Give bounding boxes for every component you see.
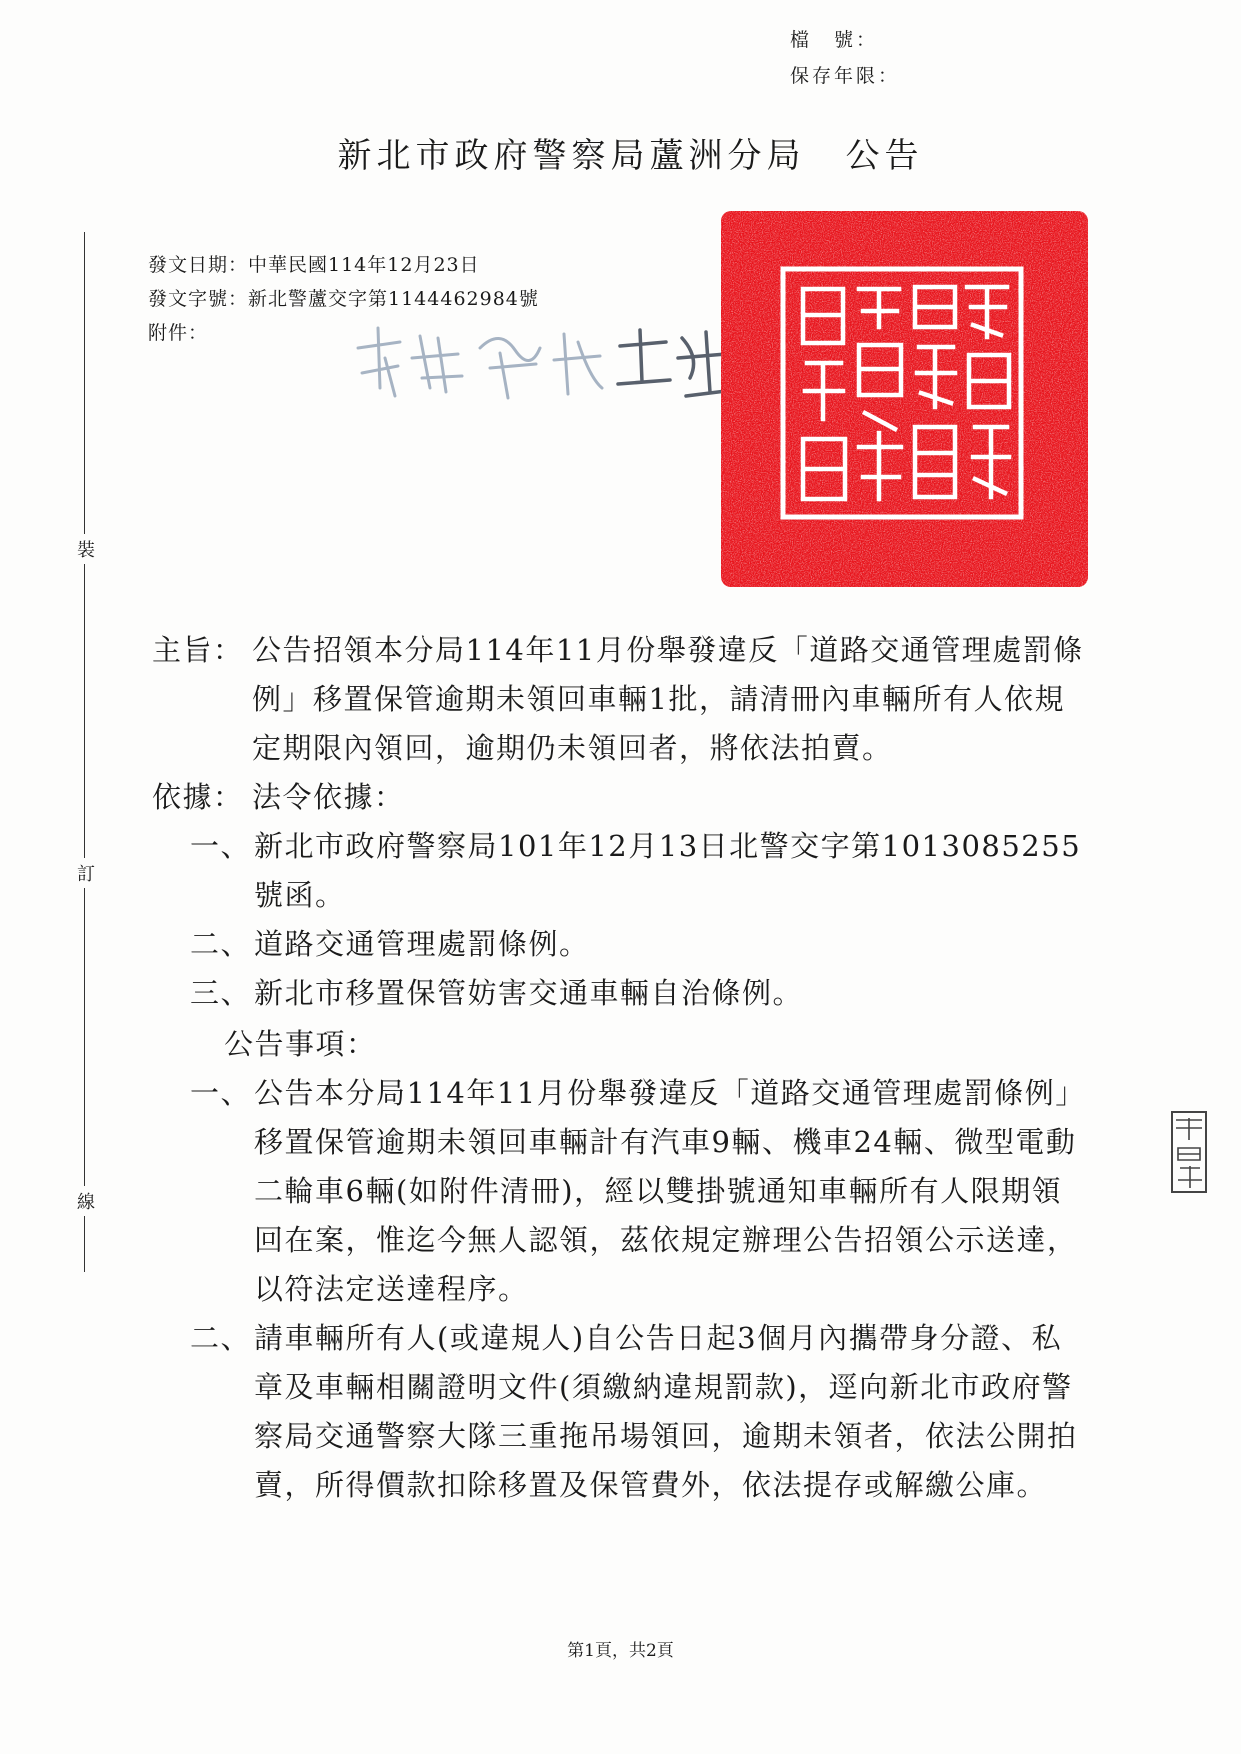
document-body xyxy=(152,626,1092,1510)
basis-item xyxy=(190,920,1092,969)
document-title xyxy=(0,128,1241,177)
basis-item-text: 新北市移置保管妨害交通車輛自治條例。 xyxy=(254,976,804,1010)
file-number-label: 檔 號： xyxy=(790,29,879,51)
basis-item-number: 三、 xyxy=(190,976,252,1010)
document-type: 公告 xyxy=(845,136,924,176)
notice-item-number: 一、 xyxy=(190,1076,252,1110)
agency-name: 新北市政府警察局蘆洲分局 xyxy=(337,136,806,176)
dispatch-reference-number: 發文字號：新北警蘆交字第1144462984號 xyxy=(148,288,539,310)
basis-item-text: 道路交通管理處罰條例。 xyxy=(254,927,590,961)
dispatch-date: 發文日期：中華民國114年12月23日 xyxy=(148,254,480,276)
notice-item xyxy=(190,1069,1092,1314)
archive-info xyxy=(790,22,900,94)
basis-item xyxy=(190,969,1092,1018)
binding-mark-1: 裝 xyxy=(75,534,97,564)
basis-section xyxy=(152,773,1092,822)
basis-heading: 依據： xyxy=(152,780,244,814)
binding-line xyxy=(84,232,85,1272)
page-number: 第1頁，共2頁 xyxy=(567,1641,674,1661)
subject-heading: 主旨： xyxy=(152,633,244,667)
correction-stamp xyxy=(1170,1110,1208,1194)
subject-text: 公告招領本分局114年11月份舉發違反「道路交通管理處罰條例」移置保管逾期未領回車輛1批，請清冊內車輛所有人依規定期限內領回，逾期仍未領回者，將依法拍賣。 xyxy=(252,633,1084,765)
notice-heading: 公告事項： xyxy=(224,1027,377,1061)
notice-item xyxy=(190,1314,1092,1510)
attachment-label: 附件： xyxy=(148,322,209,344)
notice-item-text: 公告本分局114年11月份舉發違反「道路交通管理處罰條例」移置保管逾期未領回車輛計有汽車9輛、機車24輛、微型電動二輪車6輛(如附件清冊)，經以雙掛號通知車輛所有人限期領回在案，惟迄今無人認領，茲依規定辦理公告招領公示送達，以符法定送達程序。 xyxy=(254,1076,1086,1306)
handwritten-signature xyxy=(350,318,740,408)
basis-item-text: 新北市政府警察局101年12月13日北警交字第1013085255號函。 xyxy=(254,829,1082,912)
official-seal xyxy=(717,207,1092,591)
basis-intro: 法令依據： xyxy=(252,780,405,814)
notice-item-text: 請車輛所有人(或違規人)自公告日起3個月內攜帶身分證、私章及車輛相關證明文件(須繳納違規罰款)，逕向新北市政府警察局交通警察大隊三重拖吊場領回，逾期未領者，依法公開拍賣，所得價款扣除移置及保管費外，依法提存或解繳公庫。 xyxy=(254,1321,1078,1502)
retention-period-label: 保存年限： xyxy=(790,65,901,87)
binding-mark-3: 線 xyxy=(75,1186,97,1216)
notice-item-number: 二、 xyxy=(190,1321,252,1355)
basis-item xyxy=(190,822,1092,920)
basis-item-number: 一、 xyxy=(190,829,252,863)
binding-mark-2: 訂 xyxy=(75,858,97,888)
basis-item-number: 二、 xyxy=(190,927,252,961)
subject-section xyxy=(152,626,1092,773)
